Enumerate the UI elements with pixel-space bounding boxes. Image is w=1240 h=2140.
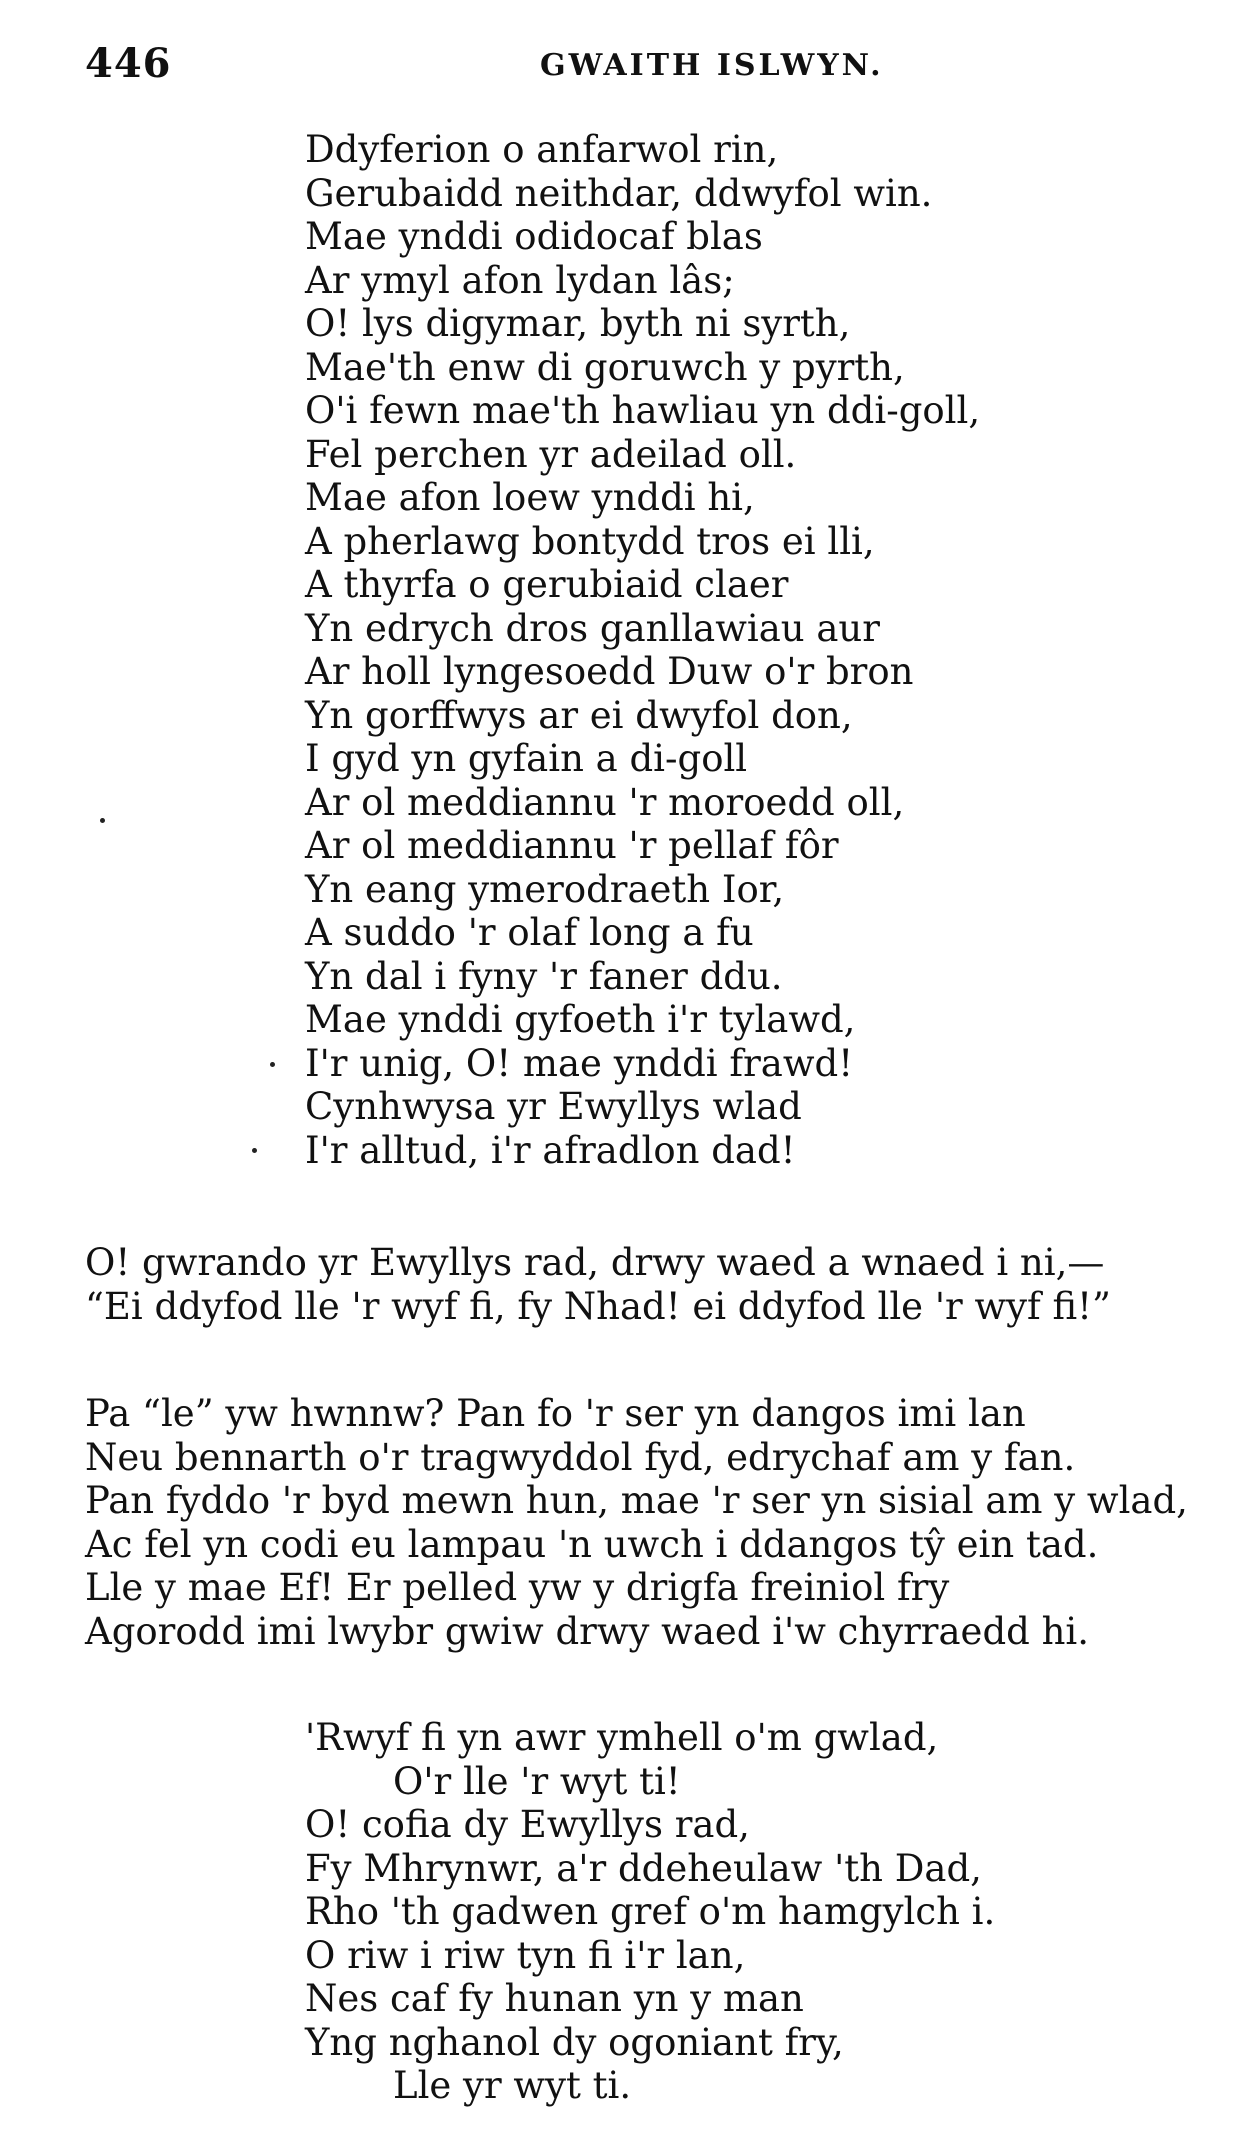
poem-line: Yn dal i fyny 'r faner ddu. (305, 954, 783, 998)
poem-line: Neu bennarth o'r tragwyddol fyd, edrychaf am y fan. (85, 1435, 1076, 1479)
poem-line: O riw i riw tyn fi i'r lan, (305, 1933, 746, 1977)
poem-stanza (305, 1716, 995, 2108)
poem-line: Ar ol meddiannu 'r moroedd oll, (305, 780, 905, 824)
poem-line: Pa “le” yw hwnnw? Pan fo 'r ser yn dangos imi lan (85, 1392, 1026, 1435)
poem-line: Ar ol meddiannu 'r pellaf fôr (305, 824, 839, 867)
poem-line: Lle yr wyt ti. (393, 2064, 632, 2107)
poem-line: Lle y mae Ef! Er pelled yw y drigfa freiniol fry (85, 1566, 950, 1609)
page-number: 446 (85, 40, 172, 87)
poem-line: Ddyferion o anfarwol rin, (305, 128, 779, 171)
print-speck (252, 1148, 257, 1153)
poem-line: Pan fyddo 'r byd mewn hun, mae 'r ser yn sisial am y wlad, (85, 1479, 1188, 1522)
poem-line: Mae'th enw di goruwch y pyrth, (305, 345, 905, 389)
poem-stanza (305, 128, 980, 1172)
poem-line: 'Rwyf fi yn awr ymhell o'm gwlad, (305, 1716, 939, 1759)
poem-line: O! cofia dy Ewyllys rad, (305, 1803, 750, 1846)
poem-line: O! gwrando yr Ewyllys rad, drwy waed a wnaed i ni,— (85, 1241, 1105, 1284)
poem-line: Mae afon loew ynddi hi, (305, 476, 755, 519)
page-header (85, 40, 1185, 90)
poem-line: Ar holl lyngesoedd Duw o'r bron (305, 650, 914, 693)
poem-line: Mae ynddi odidocaf blas (305, 215, 763, 258)
poem-line: Yn edrych dros ganllawiau aur (305, 606, 880, 650)
poem-line: O! lys digymar, byth ni syrth, (305, 302, 851, 345)
poem-line: O'i fewn mae'th hawliau yn ddi-goll, (305, 389, 981, 432)
poem-line: O'r lle 'r wyt ti! (393, 1759, 681, 1803)
print-speck (100, 818, 105, 823)
poem-line: Mae ynddi gyfoeth i'r tylawd, (305, 998, 856, 1041)
poem-line: I'r unig, O! mae ynddi frawd! (305, 1041, 854, 1085)
poem-line: Ac fel yn codi eu lampau 'n uwch i ddangos tŷ ein tad. (85, 1522, 1099, 1566)
poem-line: Gerubaidd neithdar, ddwyfol win. (305, 171, 933, 215)
poem-line: Yng nghanol dy ogoniant fry, (305, 2020, 844, 2064)
poem-line: Yn gorffwys ar ei dwyfol don, (305, 693, 853, 737)
poem-stanza (85, 1392, 1188, 1653)
poem-line: Fy Mhrynwr, a'r ddeheulaw 'th Dad, (305, 1846, 982, 1890)
poem-line: “Ei ddyfod lle 'r wyf fi, fy Nhad! ei ddyfod lle 'r wyf fi!” (85, 1284, 1111, 1328)
poem-line: A thyrfa o gerubiaid claer (305, 563, 789, 606)
poem-line: Agorodd imi lwybr gwiw drwy waed i'w chyrraedd hi. (85, 1609, 1090, 1653)
poem-stanza (85, 1241, 1111, 1328)
poem-line: Fel perchen yr adeilad oll. (305, 432, 797, 476)
poem-line: I'r alltud, i'r afradlon dad! (305, 1128, 796, 1172)
running-title: GWAITH ISLWYN. (540, 48, 884, 83)
poem-line: Rho 'th gadwen gref o'm hamgylch i. (305, 1890, 996, 1933)
poem-line: Cynhwysa yr Ewyllys wlad (305, 1085, 802, 1128)
poem-line: Yn eang ymerodraeth Ior, (305, 867, 785, 911)
poem-line: Nes caf fy hunan yn y man (305, 1977, 804, 2020)
print-speck (270, 1062, 275, 1067)
poem-line: Ar ymyl afon lydan lâs; (305, 258, 735, 302)
poem-line: A pherlawg bontydd tros ei lli, (305, 519, 875, 563)
poem-line: I gyd yn gyfain a di-goll (305, 737, 748, 780)
poem-line: A suddo 'r olaf long a fu (305, 911, 754, 954)
